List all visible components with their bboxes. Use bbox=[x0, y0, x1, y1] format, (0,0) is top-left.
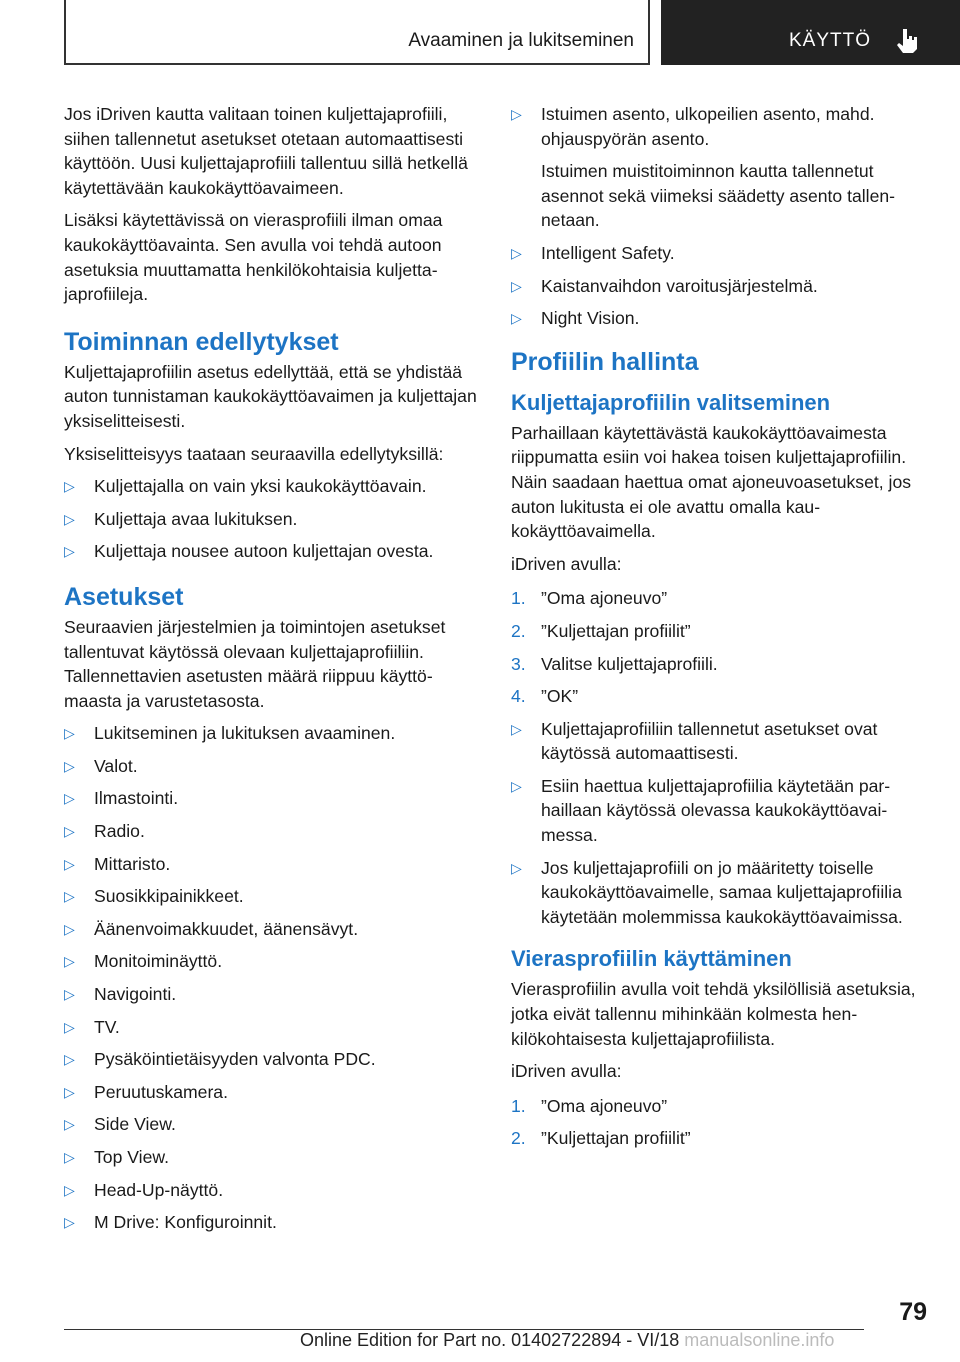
triangle-bullet-icon: ▷ bbox=[64, 888, 75, 905]
paragraph: Kuljettajaprofiilin asetus edellyttää, että se yhdistää auton tunnistaman kaukokäyttöavaimen ja kuljettajan yksiselitteisesti. bbox=[64, 361, 477, 431]
heading-requirements: Toiminnan edellytykset bbox=[64, 327, 339, 356]
triangle-bullet-icon: ▷ bbox=[64, 1116, 75, 1133]
list-item: ▷ Valot. bbox=[64, 754, 479, 779]
list-item: ▷ Istuimen asento, ulkopeilien asento, mahd. ohjauspyörän asento. Istuimen muistitoiminnon kautta tallennetut asennot sekä viimeksi säädetty asento tallennetaan. bbox=[511, 102, 926, 233]
list-item: ▷ Peruutuskamera. bbox=[64, 1080, 479, 1105]
list-item: ▷ TV. bbox=[64, 1015, 479, 1040]
list-item: ▷ Kuljettaja avaa lukituksen. bbox=[64, 507, 479, 532]
triangle-bullet-icon: ▷ bbox=[64, 823, 75, 840]
numbered-step: 4. ”OK” bbox=[511, 686, 579, 707]
triangle-bullet-icon: ▷ bbox=[64, 855, 75, 872]
list-item: ▷ Kuljettaja nousee autoon kuljettajan ovesta. bbox=[64, 539, 479, 564]
list-item: ▷ Side View. bbox=[64, 1112, 479, 1137]
page-number: 79 bbox=[899, 1298, 927, 1326]
list-item: ▷ Navigointi. bbox=[64, 982, 479, 1007]
triangle-bullet-icon: ▷ bbox=[511, 277, 522, 294]
triangle-bullet-icon: ▷ bbox=[511, 859, 522, 876]
list-item: ▷ Radio. bbox=[64, 819, 479, 844]
list-item: ▷ M Drive: Konfiguroinnit. bbox=[64, 1210, 479, 1235]
list-item: ▷ Monitoiminäyttö. bbox=[64, 949, 479, 974]
numbered-step: 1. ”Oma ajoneuvo” bbox=[511, 1095, 668, 1116]
list-item-note: Istuimen muistitoiminnon kautta tallennetut asennot sekä viimeksi säädetty asento tallennetaan. bbox=[541, 161, 896, 231]
triangle-bullet-icon: ▷ bbox=[64, 543, 75, 560]
triangle-bullet-icon: ▷ bbox=[64, 510, 75, 527]
triangle-bullet-icon: ▷ bbox=[511, 777, 522, 794]
header-section-title: Avaaminen ja lukitseminen bbox=[408, 30, 634, 51]
list-item: ▷ Pysäköintietäisyyden valvonta PDC. bbox=[64, 1047, 479, 1072]
list-item: ▷ Esiin haettua kuljettajaprofiilia käytetään parhaillaan käytössä olevassa kaukokäyttöavaimessa. bbox=[511, 775, 891, 846]
header-section-box bbox=[64, 0, 650, 65]
hand-pointer-icon bbox=[895, 27, 921, 53]
triangle-bullet-icon: ▷ bbox=[64, 1051, 75, 1068]
list-item: ▷ Night Vision. bbox=[511, 306, 926, 331]
right-column bbox=[511, 102, 926, 1159]
triangle-bullet-icon: ▷ bbox=[64, 920, 75, 937]
list-item: ▷ Kuljettajaprofiiliin tallennetut asetukset ovat käytössä automaattisesti. bbox=[511, 718, 878, 764]
list-item: ▷ Lukitseminen ja lukituksen avaaminen. bbox=[64, 721, 479, 746]
triangle-bullet-icon: ▷ bbox=[511, 244, 522, 261]
paragraph: Vierasprofiilin avulla voit tehdä yksilöllisiä asetuksia, jotka eivät tallennu mihinkään kolmesta henkilökohtaisesta kuljettajaprofiilista. bbox=[511, 979, 916, 1049]
triangle-bullet-icon: ▷ bbox=[511, 310, 522, 327]
paragraph: Parhaillaan käytettävästä kaukokäyttöavaimesta riippumatta esiin voi hakea toisen kuljettajaprofiilin. Näin saadaan haettua omat ajoneuvoasetukset, jos auton lukitusta ei ole avattu omalla kaukokäyttöavaimella. bbox=[511, 422, 912, 542]
triangle-bullet-icon: ▷ bbox=[64, 757, 75, 774]
heading-profile-management: Profiilin hallinta bbox=[511, 347, 699, 376]
header-chapter-title: KÄYTTÖ bbox=[789, 30, 872, 51]
triangle-bullet-icon: ▷ bbox=[64, 790, 75, 807]
triangle-bullet-icon: ▷ bbox=[64, 1214, 75, 1231]
numbered-step: 2. ”Kuljettajan profiilit” bbox=[511, 1128, 691, 1149]
list-item: ▷ Mittaristo. bbox=[64, 852, 479, 877]
list-item: ▷ Jos kuljettajaprofiili on jo määritetty toiselle kaukokäyttöavaimelle, samaa kuljettajaprofiilia käytetään molemmissa kaukokäyttöavaimissa. bbox=[511, 857, 903, 927]
heading-settings: Asetukset bbox=[64, 582, 184, 611]
watermark: manualsonline.info bbox=[684, 1330, 835, 1350]
paragraph: Lisäksi käytettävissä on vierasprofiili ilman omaa kaukokäyttöavainta. Sen avulla voi tehdä autoon asetuksia muuttamatta henkilökohtaisia kuljettajaprofiileja. bbox=[64, 210, 443, 305]
list-item: ▷ Kaistanvaihdon varoitusjärjestelmä. bbox=[511, 274, 926, 299]
triangle-bullet-icon: ▷ bbox=[64, 1083, 75, 1100]
triangle-bullet-icon: ▷ bbox=[64, 1149, 75, 1165]
triangle-bullet-icon: ▷ bbox=[64, 953, 75, 970]
footer-edition: Online Edition for Part no. 01402722894 - VI/18 manualsonline.info bbox=[300, 1330, 835, 1350]
paragraph: iDriven avulla: bbox=[511, 1061, 622, 1082]
triangle-bullet-icon: ▷ bbox=[64, 1181, 75, 1198]
paragraph: Jos iDriven kautta valitaan toinen kuljettajaprofiili, siihen tallennetut asetukset otetaan automaattisesti käyttöön. Uusi kuljettajaprofiili tallentuu sillä hetkellä käytettävään kaukokäyttöavaimeen. bbox=[64, 104, 468, 198]
numbered-step: 3. Valitse kuljettajaprofiili. bbox=[511, 653, 718, 674]
triangle-bullet-icon: ▷ bbox=[511, 720, 522, 737]
paragraph: Yksiselitteisyys taataan seuraavilla edellytyksillä: bbox=[64, 443, 444, 464]
list-item: ▷ Kuljettajalla on vain yksi kaukokäyttöavain. bbox=[64, 474, 479, 499]
triangle-bullet-icon: ▷ bbox=[64, 478, 75, 495]
heading-guest-profile: Vierasprofiilin käyttäminen bbox=[511, 946, 792, 972]
left-column bbox=[64, 102, 479, 1243]
list-item: ▷ Ilmastointi. bbox=[64, 786, 479, 811]
numbered-step: 1. ”Oma ajoneuvo” bbox=[511, 588, 668, 609]
list-item: ▷ Suosikkipainikkeet. bbox=[64, 884, 479, 909]
paragraph: iDriven avulla: bbox=[511, 553, 622, 574]
paragraph: Seuraavien järjestelmien ja toimintojen asetukset tallentuvat käytössä olevaan kuljettajaprofiiliin. Tallennettavien asetusten määrä riippuu käyttömaasta ja varustetasosta. bbox=[64, 616, 446, 711]
triangle-bullet-icon: ▷ bbox=[64, 1018, 75, 1035]
list-item: ▷ Top View. bbox=[64, 1145, 479, 1170]
triangle-bullet-icon: ▷ bbox=[64, 986, 75, 1003]
triangle-bullet-icon: ▷ bbox=[64, 725, 75, 742]
triangle-bullet-icon: ▷ bbox=[511, 106, 522, 122]
list-item: ▷ Äänenvoimakkuudet, äänensävyt. bbox=[64, 917, 479, 942]
list-item: ▷ Intelligent Safety. bbox=[511, 241, 926, 266]
list-item: ▷ Head-Up-näyttö. bbox=[64, 1178, 479, 1203]
heading-select-profile: Kuljettajaprofiilin valitseminen bbox=[511, 389, 831, 415]
numbered-step: 2. ”Kuljettajan profiilit” bbox=[511, 620, 691, 641]
